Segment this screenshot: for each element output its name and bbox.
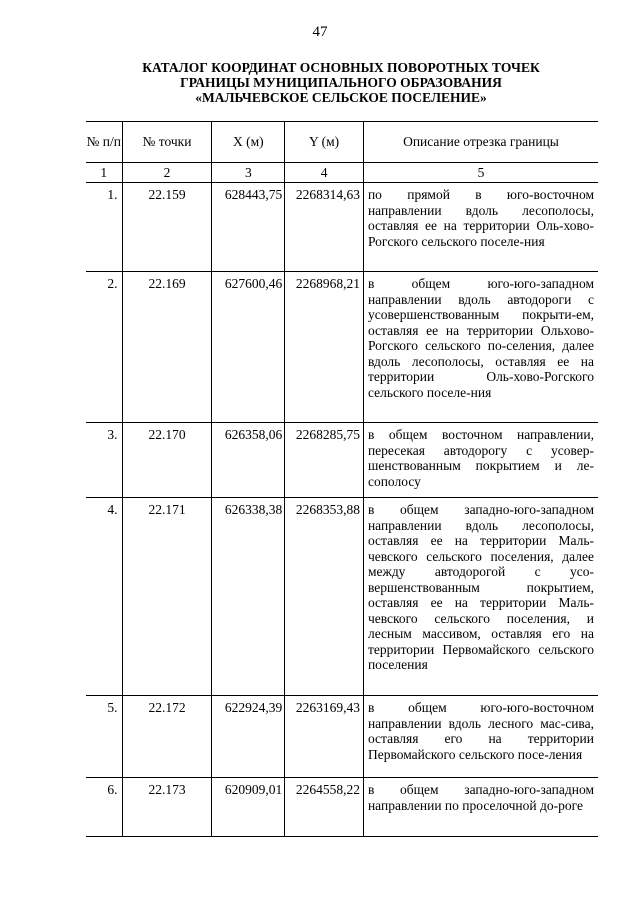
row-number: 3.	[86, 423, 122, 498]
page-number: 47	[312, 24, 328, 40]
point-number: 22.173	[122, 778, 212, 837]
point-number: 22.172	[122, 696, 212, 778]
point-number: 22.169	[122, 272, 212, 423]
column-number: 5	[363, 163, 598, 183]
segment-description: в общем восточном направлении, пересекая автодорогу с усовер-шенствованным покрытием и ле-сополосу	[363, 423, 598, 498]
row-number: 6.	[86, 778, 122, 837]
x-coordinate: 622924,39	[212, 696, 285, 778]
header-point-number: № точки	[122, 122, 212, 163]
table-row	[86, 498, 598, 696]
point-number: 22.170	[122, 423, 212, 498]
document-title	[86, 60, 596, 105]
table-header-row	[86, 122, 598, 163]
segment-description: в общем юго-юго-западном направлении вдоль автодороги с усовершенствованным покрыти-ем, оставляя ее на территории Ольхово-Рогского сельского по-селения, далее вдоль лесополосы, оставляя ее на территории Оль-хово-Рогского сельского поселе-ния	[363, 272, 598, 423]
header-row-number: № п/п	[86, 122, 122, 163]
point-number: 22.159	[122, 183, 212, 272]
y-coordinate: 2268285,75	[285, 423, 364, 498]
y-coordinate: 2268353,88	[285, 498, 364, 696]
column-number: 1	[86, 163, 122, 183]
table-row	[86, 778, 598, 837]
table-row	[86, 423, 598, 498]
title-line: «МАЛЬЧЕВСКОЕ СЕЛЬСКОЕ ПОСЕЛЕНИЕ»	[195, 90, 487, 105]
y-coordinate: 2268968,21	[285, 272, 364, 423]
row-number: 5.	[86, 696, 122, 778]
segment-description: в общем юго-юго-восточном направлении вдоль лесного мас-сива, оставляя его на территории Первомайского сельского посе-ления	[363, 696, 598, 778]
column-numbers-row	[86, 163, 598, 183]
header-x: X (м)	[212, 122, 285, 163]
segment-description: в общем западно-юго-западном направлении вдоль лесополосы, оставляя ее на территории Маль-чевского сельского поселения, далее между автодорогой с усо-вершенствованным покрытием, оставляя ее на территории Маль-чевского сельского поселения, и лесным массивом, оставляя его на территории Первомайского сельского поселения	[363, 498, 598, 696]
y-coordinate: 2264558,22	[285, 778, 364, 837]
coordinates-table	[86, 121, 598, 837]
segment-description: по прямой в юго-восточном направлении вдоль лесополосы, оставляя ее на территории Оль-хово-Рогского сельского поселе-ния	[363, 183, 598, 272]
x-coordinate: 627600,46	[212, 272, 285, 423]
table-row	[86, 183, 598, 272]
header-y: Y (м)	[285, 122, 364, 163]
row-number: 4.	[86, 498, 122, 696]
x-coordinate: 628443,75	[212, 183, 285, 272]
segment-description: в общем западно-юго-западном направлении по проселочной до-роге	[363, 778, 598, 837]
row-number: 1.	[86, 183, 122, 272]
x-coordinate: 626338,38	[212, 498, 285, 696]
x-coordinate: 620909,01	[212, 778, 285, 837]
y-coordinate: 2263169,43	[285, 696, 364, 778]
column-number: 2	[122, 163, 212, 183]
x-coordinate: 626358,06	[212, 423, 285, 498]
table-row	[86, 696, 598, 778]
column-number: 3	[212, 163, 285, 183]
point-number: 22.171	[122, 498, 212, 696]
title-line: ГРАНИЦЫ МУНИЦИПАЛЬНОГО ОБРАЗОВАНИЯ	[180, 75, 502, 90]
table-row	[86, 272, 598, 423]
row-number: 2.	[86, 272, 122, 423]
column-number: 4	[285, 163, 364, 183]
header-description: Описание отрезка границы	[363, 122, 598, 163]
y-coordinate: 2268314,63	[285, 183, 364, 272]
title-line: КАТАЛОГ КООРДИНАТ ОСНОВНЫХ ПОВОРОТНЫХ ТОЧЕК	[142, 60, 540, 75]
